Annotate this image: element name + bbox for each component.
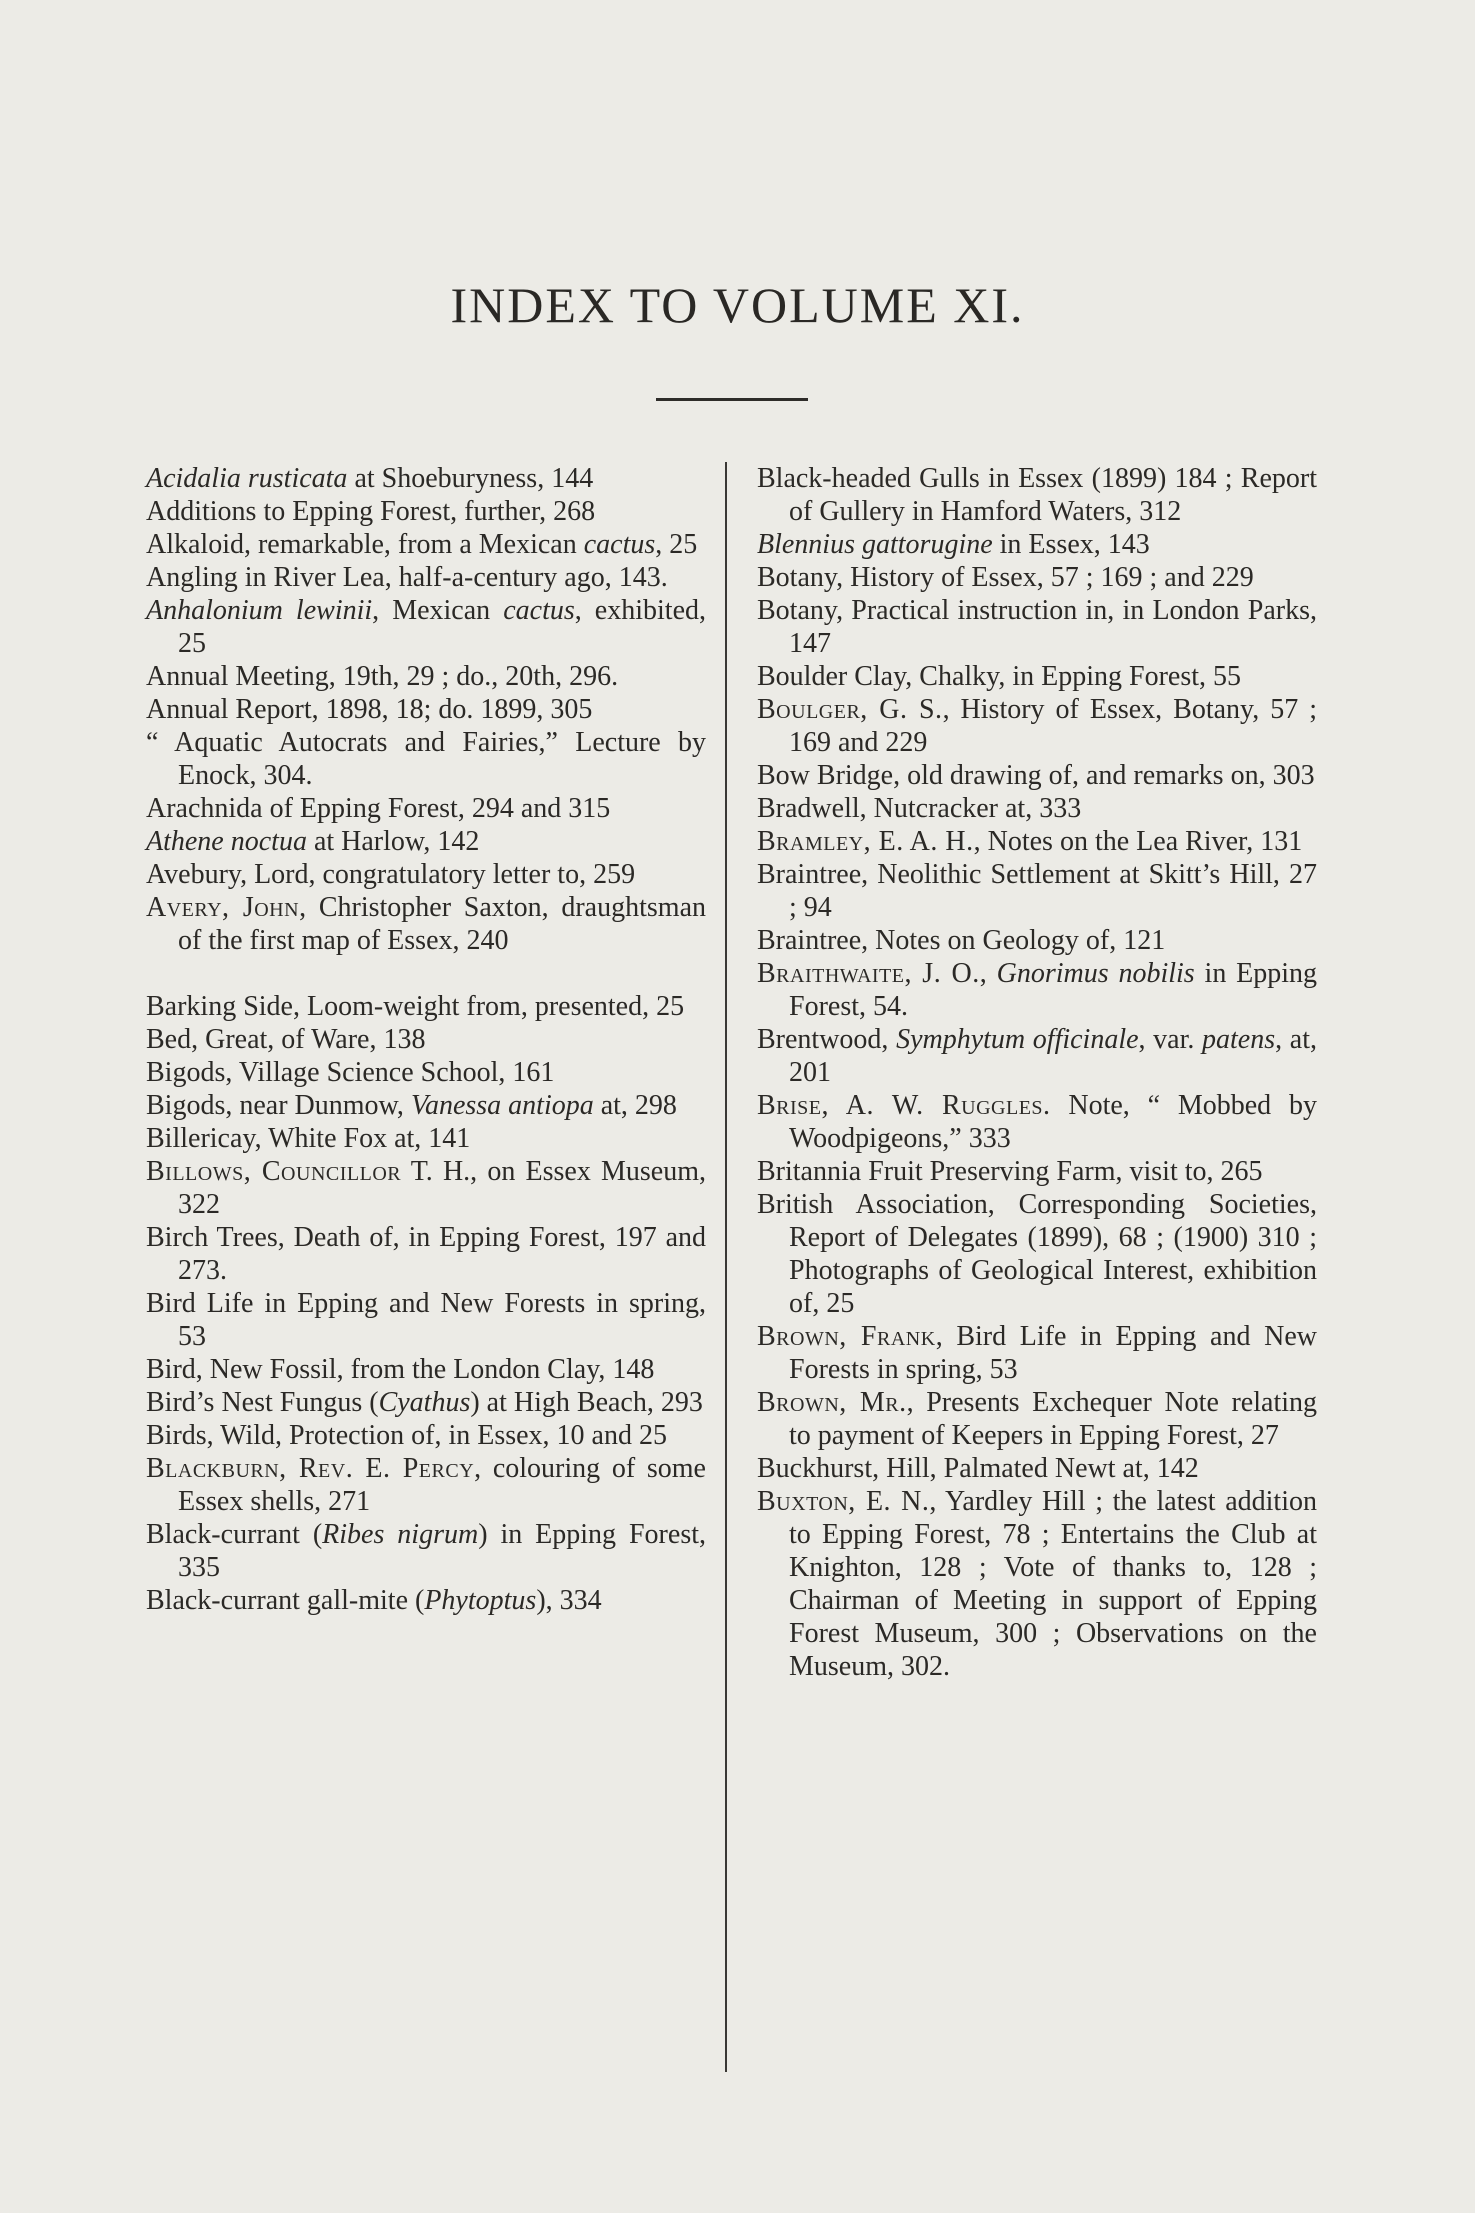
entry-text: Annual Meeting, 19th, 29 ; do., 20th, 296. <box>146 661 619 692</box>
entry-text: Bigods, near Dunmow, <box>146 1090 411 1121</box>
index-entry <box>146 1155 706 1221</box>
entry-text: “ Aquatic Autocrats and Fairies,” Lecture by Enock, 304. <box>146 727 706 791</box>
entry-author-name: Avery, John <box>146 892 300 923</box>
index-entry <box>757 792 1317 825</box>
index-entry <box>146 825 706 858</box>
entry-italic-text: Ribes nigrum <box>322 1519 479 1550</box>
entry-author-name: Blackburn, Rev. E. Percy <box>146 1453 475 1484</box>
entry-italic-text: Acidalia rusticata <box>146 463 348 494</box>
entry-text: , colouring of some Essex shells, 271 <box>178 1453 706 1517</box>
entry-text: Black-headed Gulls in Essex (1899) 184 ; Report of Gullery in Hamford Waters, 312 <box>757 463 1317 527</box>
entry-text: , Mexican <box>372 595 504 626</box>
entry-author-name: Buxton, E. N. <box>757 1486 930 1517</box>
entry-text: at, 298 <box>593 1090 677 1121</box>
index-entry <box>146 1353 706 1386</box>
entry-text: Bird Life in Epping and New Forests in spring, 53 <box>146 1288 706 1352</box>
entry-text: Barking Side, Loom-weight from, presented, 25 <box>146 991 685 1022</box>
entry-italic-text: Athene noctua <box>146 826 307 857</box>
column-divider <box>725 462 727 2072</box>
entry-italic-text: cactus <box>503 595 575 626</box>
entry-italic-text: patens <box>1202 1024 1276 1055</box>
index-entry <box>146 1518 706 1584</box>
entry-italic-text: Cyathus <box>378 1387 471 1418</box>
index-entry <box>146 990 706 1023</box>
index-entry <box>146 693 706 726</box>
entry-text: Braintree, Neolithic Settlement at Skitt’s Hill, 27 ; 94 <box>757 859 1317 923</box>
index-entry <box>146 858 706 891</box>
index-entry <box>757 1188 1317 1320</box>
index-column-right <box>757 462 1317 1683</box>
entry-text: Bed, Great, of Ware, 138 <box>146 1024 426 1055</box>
entry-text: Bow Bridge, old drawing of, and remarks on, 303 <box>757 760 1315 791</box>
index-entry <box>757 759 1317 792</box>
entry-italic-text: cactus <box>583 529 656 560</box>
index-entry <box>757 825 1317 858</box>
entry-text: Bradwell, Nutcracker at, 333 <box>757 793 1082 824</box>
index-entry <box>757 924 1317 957</box>
index-entry <box>146 495 706 528</box>
index-entry <box>146 1221 706 1287</box>
entry-text: Brentwood, <box>757 1024 897 1055</box>
entry-text: , Bird Life in Epping and New Forests in spring, 53 <box>789 1321 1317 1385</box>
index-entry <box>757 1089 1317 1155</box>
entry-italic-text: Symphytum officinale <box>896 1024 1139 1055</box>
entry-text: Bigods, Village Science School, 161 <box>146 1057 555 1088</box>
index-entry <box>146 1584 706 1617</box>
index-entry <box>757 1485 1317 1683</box>
index-entry <box>146 891 706 957</box>
entry-text: , 25 <box>655 529 698 560</box>
entry-text: at Harlow, 142 <box>306 826 480 857</box>
index-entry <box>757 1023 1317 1089</box>
index-entry <box>146 1023 706 1056</box>
entry-text: Bird, New Fossil, from the London Clay, 148 <box>146 1354 655 1385</box>
entry-text: Annual Report, 1898, 18; do. 1899, 305 <box>146 694 593 725</box>
entry-italic-text: Phytoptus <box>424 1585 537 1616</box>
entry-text: , History of Essex, Botany, 57 ; 169 and 229 <box>789 694 1317 758</box>
index-entry <box>757 957 1317 1023</box>
index-entry <box>146 1419 706 1452</box>
entry-author-name: Brown, Frank <box>757 1321 936 1352</box>
entry-text: , at, 201 <box>789 1024 1317 1088</box>
index-entry <box>757 1155 1317 1188</box>
entry-italic-text: Gnorimus nobilis <box>996 958 1195 989</box>
entry-italic-text: Vanessa antiopa <box>410 1090 594 1121</box>
entry-text: ) in Epping Forest, 335 <box>178 1519 706 1583</box>
index-entry <box>146 462 706 495</box>
entry-text: , Notes on the Lea River, 131 <box>973 826 1303 857</box>
entry-text: , exhibited, 25 <box>178 595 706 659</box>
entry-text: , var. <box>1138 1024 1203 1055</box>
entry-author-name: Billows, Councillor <box>146 1156 402 1187</box>
entry-italic-text: Blennius gattorugine <box>757 529 993 560</box>
index-entry <box>757 1320 1317 1386</box>
entry-author-name: Brown, Mr. <box>757 1387 907 1418</box>
index-entry <box>146 1287 706 1353</box>
index-entry <box>757 528 1317 561</box>
index-entry <box>757 1386 1317 1452</box>
index-entry <box>146 561 706 594</box>
index-column-left <box>146 462 706 1617</box>
index-entry <box>146 528 706 561</box>
entry-author-name: Boulger, G. S. <box>757 694 943 725</box>
entry-text: Birds, Wild, Protection of, in Essex, 10 and 25 <box>146 1420 667 1451</box>
entry-text: Arachnida of Epping Forest, 294 and 315 <box>146 793 611 824</box>
index-entry <box>757 693 1317 759</box>
index-entry <box>146 594 706 660</box>
page-title: INDEX TO VOLUME XI. <box>450 277 1025 333</box>
entry-text: Bird’s Nest Fungus ( <box>146 1387 379 1418</box>
entry-text: Birch Trees, Death of, in Epping Forest, 197 and 273. <box>146 1222 706 1286</box>
entry-text: Additions to Epping Forest, further, 268 <box>146 496 596 527</box>
entry-text: T. H., on Essex Museum, 322 <box>178 1156 706 1220</box>
entry-text: Billericay, White Fox at, 141 <box>146 1123 471 1154</box>
entry-text: at Shoeburyness, 144 <box>347 463 594 494</box>
entry-text: , <box>979 958 997 989</box>
title-rule <box>656 398 808 401</box>
entry-text: , Presents Exchequer Note relating to payment of Keepers in Epping Forest, 27 <box>789 1387 1318 1451</box>
entry-text: Botany, History of Essex, 57 ; 169 ; and 229 <box>757 562 1254 593</box>
entry-text: Britannia Fruit Preserving Farm, visit to, 265 <box>757 1156 1263 1187</box>
entry-text: Black-currant ( <box>146 1519 323 1550</box>
entry-text: British Association, Corresponding Societies, Report of Delegates (1899), 68 ; (1900) 310 ; Photographs of Geological Interest, exhibition of, 25 <box>757 1189 1317 1319</box>
entry-text: Alkaloid, remarkable, from a Mexican <box>146 529 584 560</box>
index-entry <box>757 1452 1317 1485</box>
entry-author-name: Brise, A. W. Ruggles. <box>757 1090 1051 1121</box>
entry-author-name: Braithwaite, J. O. <box>757 958 980 989</box>
index-entry <box>757 561 1317 594</box>
entry-text: in Essex, 143 <box>992 529 1150 560</box>
entry-text: Note, “ Mobbed by Woodpigeons,” 333 <box>789 1090 1318 1154</box>
index-entry <box>146 1386 706 1419</box>
entry-text: Avebury, Lord, congratulatory letter to, 259 <box>146 859 636 890</box>
entry-text: , Yardley Hill ; the latest addition to Epping Forest, 78 ; Entertains the Club at Knighton, 128 ; Vote of thanks to, 128 ; Chairman of Meeting in support of Epping Forest Museum, 300 ; Observations on the Museum, 302. <box>789 1486 1317 1682</box>
entry-text: ) at High Beach, 293 <box>470 1387 703 1418</box>
index-entry <box>146 660 706 693</box>
index-entry <box>146 726 706 792</box>
index-entry <box>757 660 1317 693</box>
entry-text: Angling in River Lea, half-a-century ago, 143. <box>146 562 668 593</box>
entry-text: Boulder Clay, Chalky, in Epping Forest, 55 <box>757 661 1241 692</box>
entry-author-name: Bramley, E. A. H. <box>757 826 974 857</box>
entry-text: Botany, Practical instruction in, in London Parks, 147 <box>757 595 1317 659</box>
index-entry <box>146 1122 706 1155</box>
entry-italic-text: Anhalonium lewinii <box>146 595 373 626</box>
entry-text: in Epping Forest, 54. <box>789 958 1318 1022</box>
index-entry <box>146 792 706 825</box>
index-entry <box>757 594 1317 660</box>
entry-text: ), 334 <box>536 1585 602 1616</box>
entry-text: Black-currant gall-mite ( <box>146 1585 425 1616</box>
entry-text: , Christopher Saxton, draughtsman of the first map of Essex, 240 <box>178 892 706 956</box>
index-entry <box>146 1452 706 1518</box>
index-entry <box>146 1089 706 1122</box>
index-entry <box>757 462 1317 528</box>
index-entry <box>146 1056 706 1089</box>
entry-text: Buckhurst, Hill, Palmated Newt at, 142 <box>757 1453 1199 1484</box>
entry-text: Braintree, Notes on Geology of, 121 <box>757 925 1166 956</box>
index-entry <box>757 858 1317 924</box>
